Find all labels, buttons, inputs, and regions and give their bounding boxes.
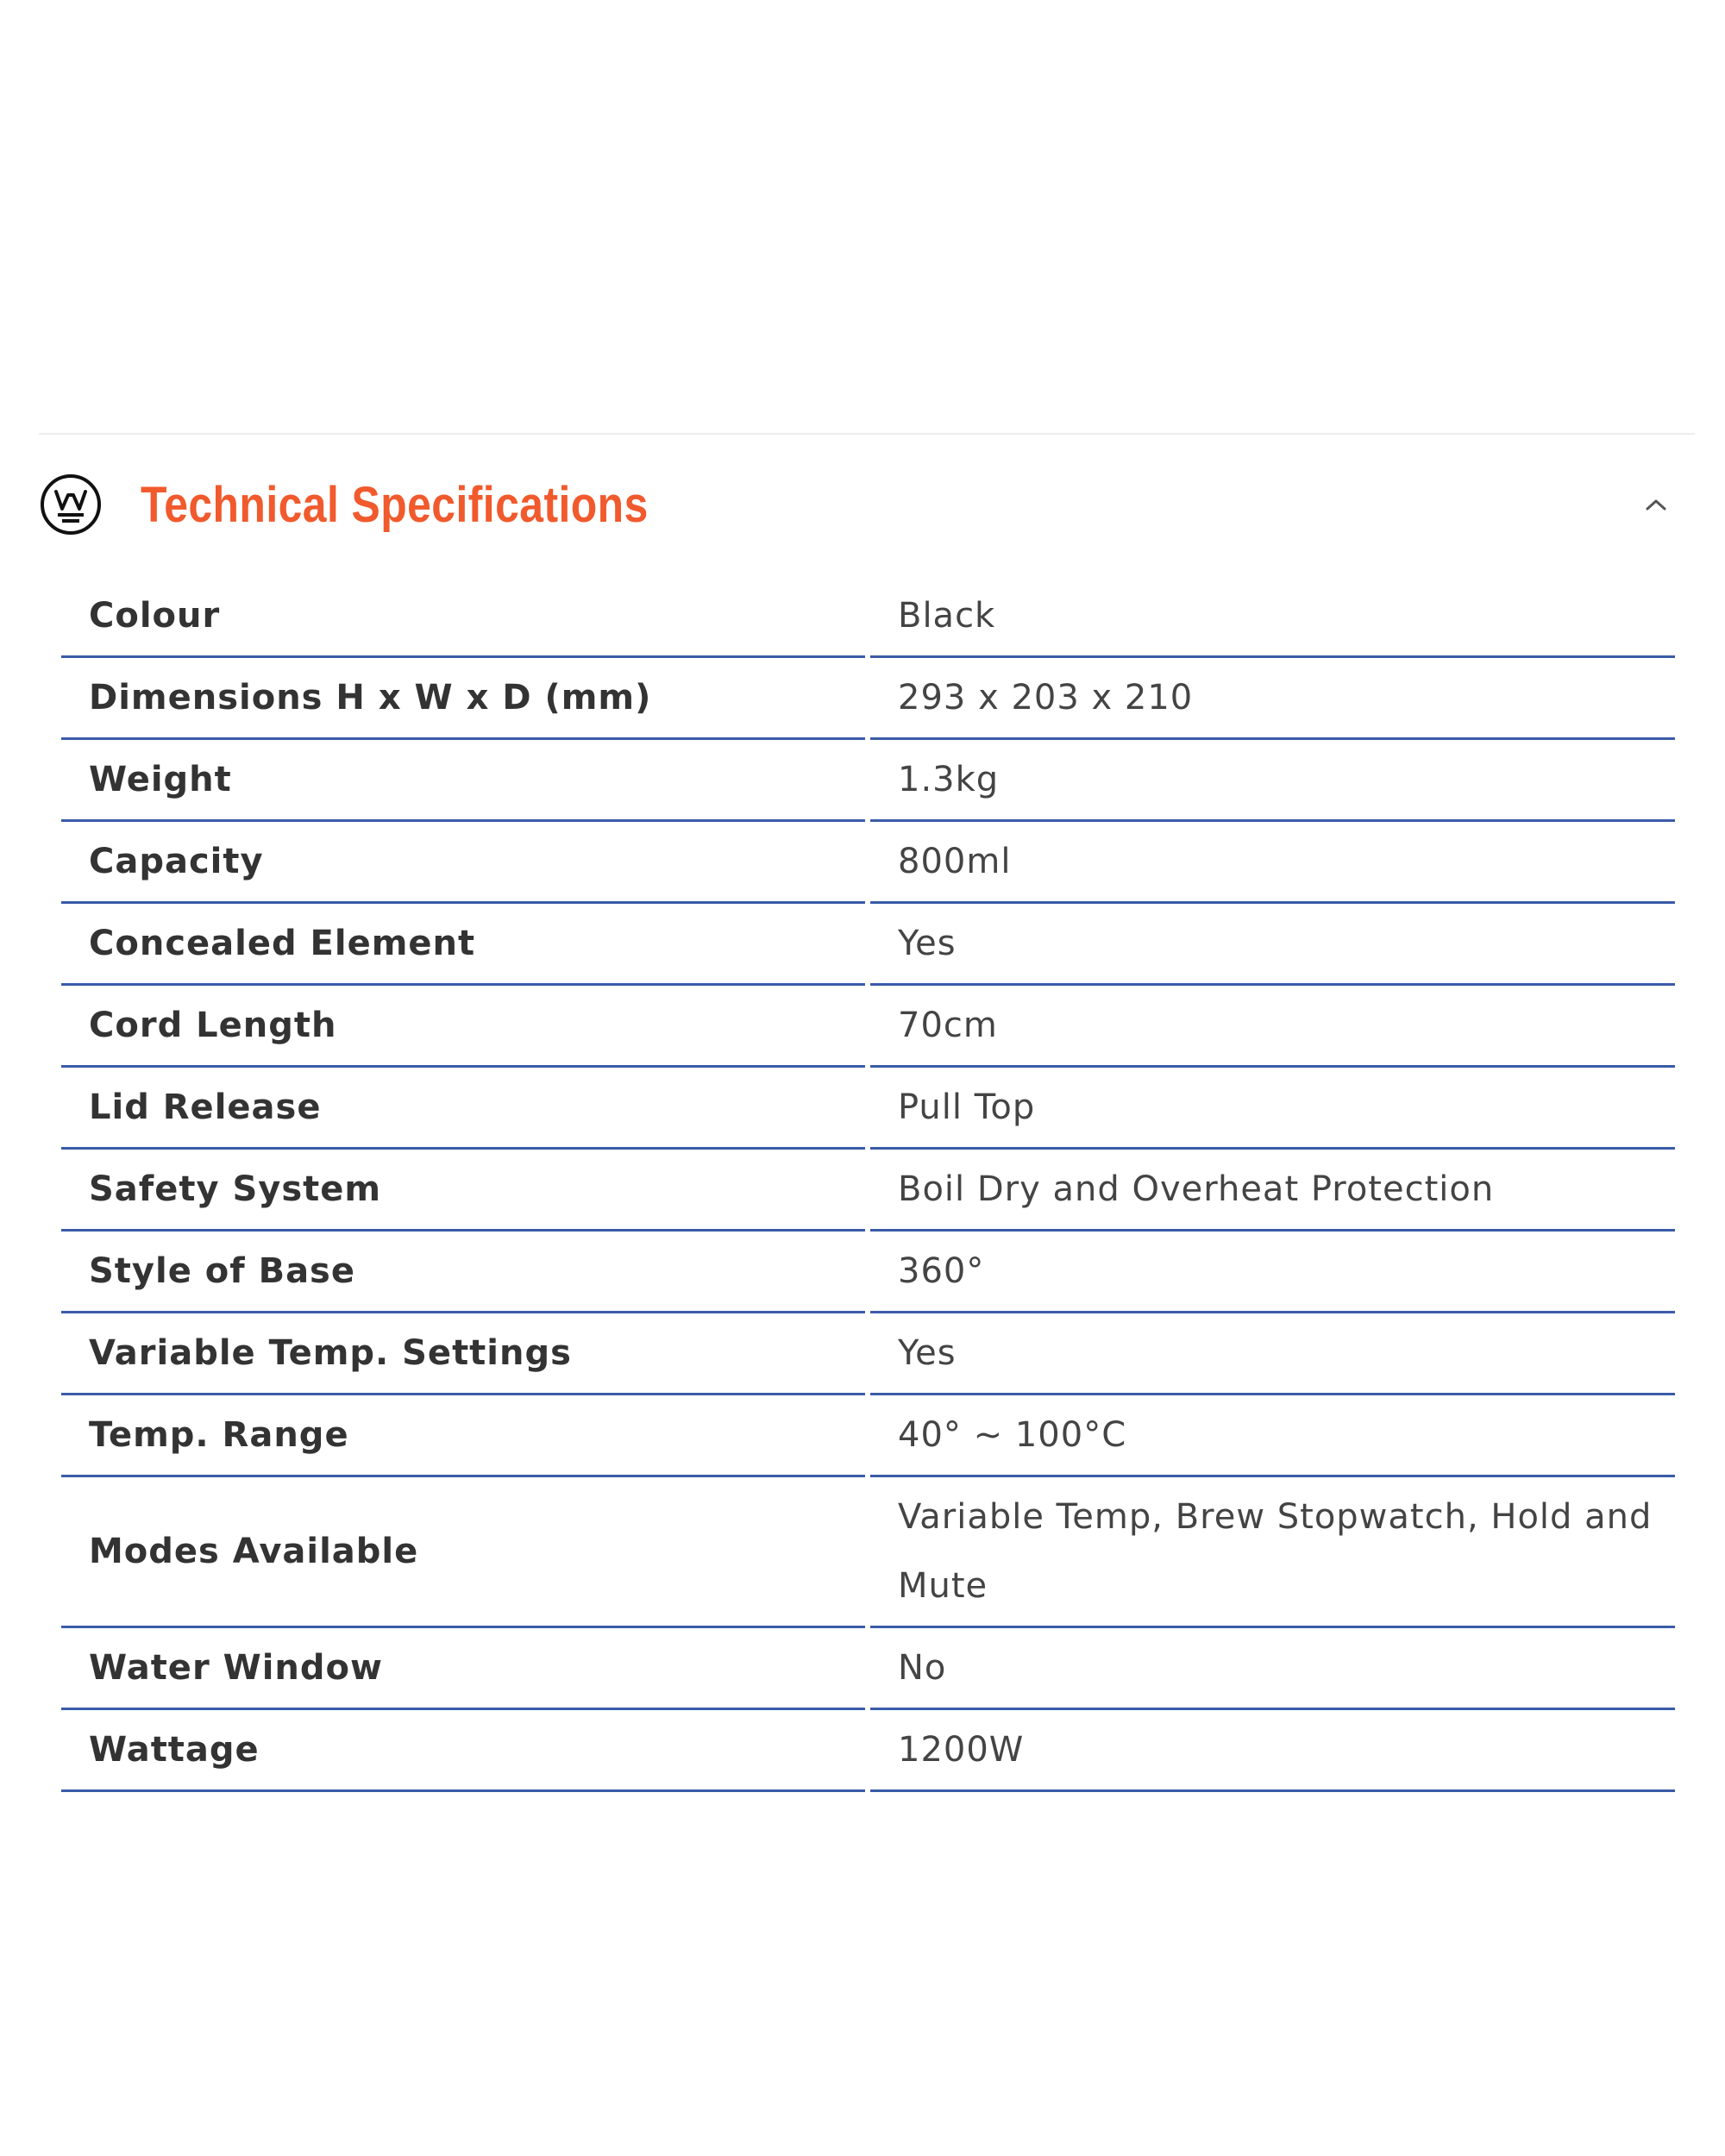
spec-value: 70cm: [870, 986, 1675, 1068]
spec-value: 1.3kg: [870, 740, 1675, 822]
table-row: [61, 1395, 1675, 1477]
spec-label: Capacity: [61, 822, 865, 904]
table-row: [61, 1068, 1675, 1150]
spec-label: Weight: [61, 740, 865, 822]
table-row: [61, 1628, 1675, 1710]
section-divider: [39, 433, 1695, 435]
spec-label: Water Window: [61, 1628, 865, 1710]
technical-specifications-header[interactable]: [39, 457, 1682, 552]
spec-value: 293 x 203 x 210: [870, 658, 1675, 740]
table-row: [61, 740, 1675, 822]
spec-label: Dimensions H x W x D (mm): [61, 658, 865, 740]
table-row: [61, 1232, 1675, 1313]
spec-value: Black: [870, 576, 1675, 658]
spec-value: No: [870, 1628, 1675, 1710]
spec-label: Modes Available: [61, 1477, 865, 1628]
spec-value: Variable Temp, Brew Stopwatch, Hold and Mute: [870, 1477, 1675, 1628]
table-row: [61, 576, 1675, 658]
table-row: [61, 658, 1675, 740]
table-row: [61, 1150, 1675, 1232]
specifications-table: [56, 576, 1680, 1792]
spec-label: Lid Release: [61, 1068, 865, 1150]
spec-value: 800ml: [870, 822, 1675, 904]
spec-label: Style of Base: [61, 1232, 865, 1313]
spec-value: 360°: [870, 1232, 1675, 1313]
spec-label: Wattage: [61, 1710, 865, 1792]
westinghouse-logo-icon: [39, 473, 103, 536]
spec-label: Variable Temp. Settings: [61, 1313, 865, 1395]
spec-value: 1200W: [870, 1710, 1675, 1792]
collapse-toggle-button[interactable]: [1630, 479, 1682, 530]
table-row: [61, 1477, 1675, 1628]
table-row: [61, 904, 1675, 986]
spec-value: 40° ~ 100°C: [870, 1395, 1675, 1477]
spec-label: Temp. Range: [61, 1395, 865, 1477]
spec-label: Colour: [61, 576, 865, 658]
section-title: Technical Specifications: [141, 476, 649, 533]
table-row: [61, 986, 1675, 1068]
table-row: [61, 822, 1675, 904]
table-row: [61, 1313, 1675, 1395]
spec-label: Cord Length: [61, 986, 865, 1068]
spec-value: Boil Dry and Overheat Protection: [870, 1150, 1675, 1232]
spec-value: Yes: [870, 904, 1675, 986]
chevron-up-icon: [1643, 496, 1669, 513]
spec-label: Concealed Element: [61, 904, 865, 986]
spec-value: Yes: [870, 1313, 1675, 1395]
spec-label: Safety System: [61, 1150, 865, 1232]
spec-value: Pull Top: [870, 1068, 1675, 1150]
table-row: [61, 1710, 1675, 1792]
